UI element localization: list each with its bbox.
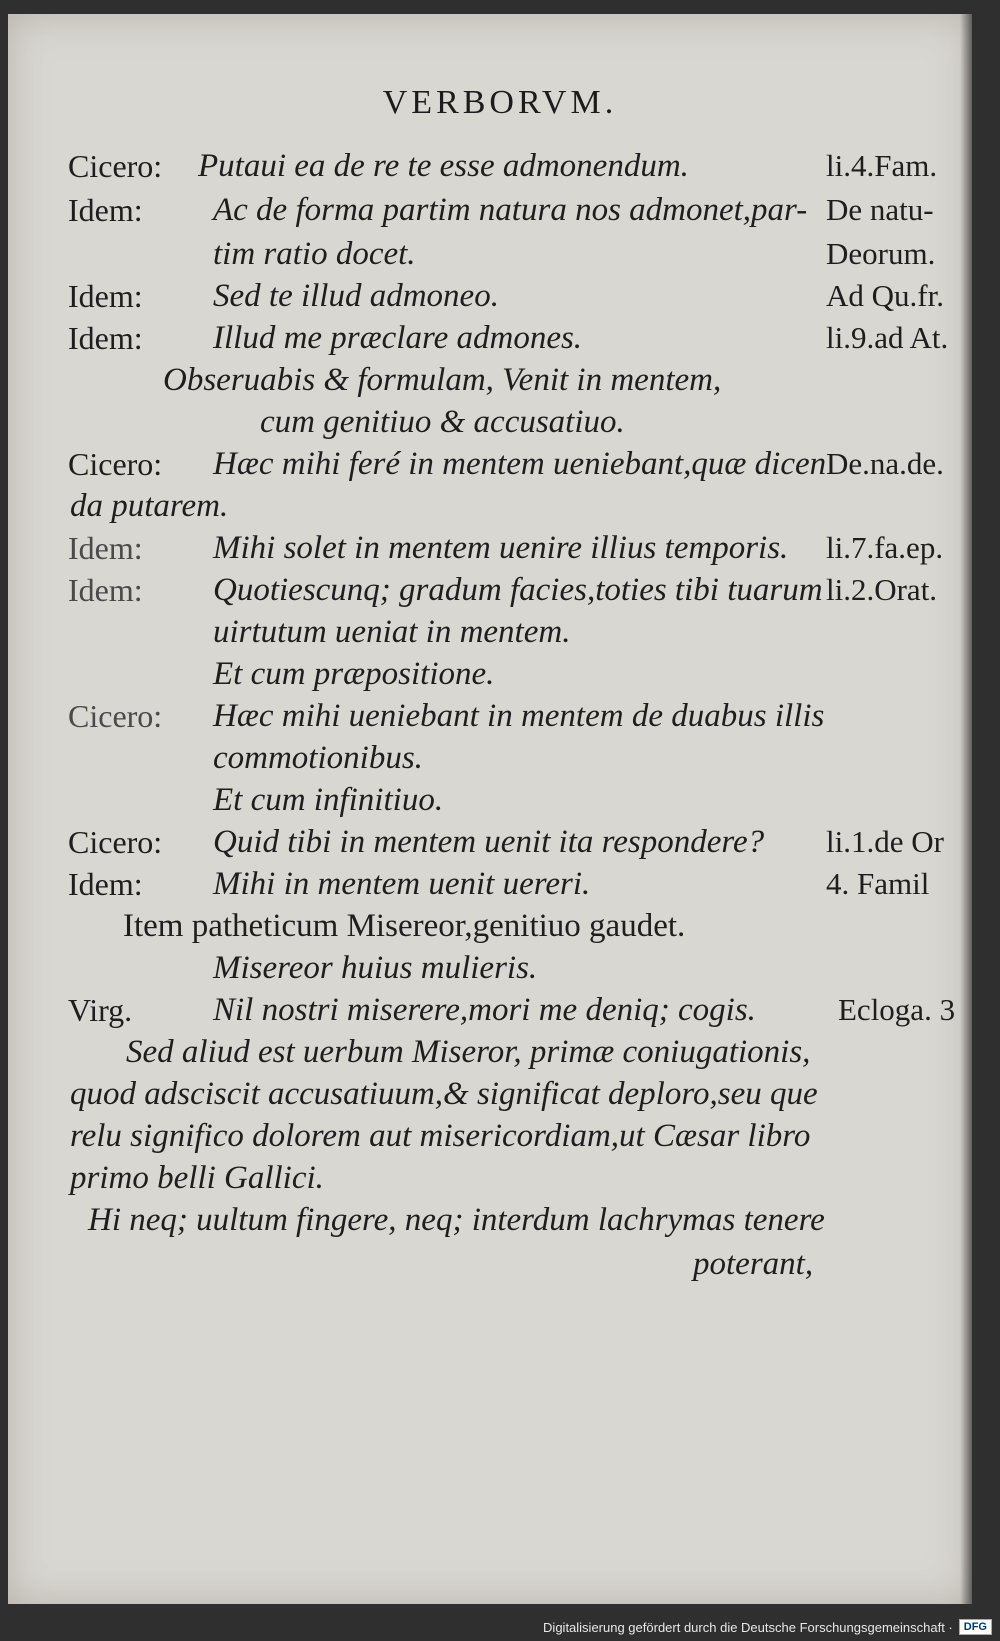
speaker-label: Cicero:: [68, 446, 163, 482]
margin-reference: Ecloga. 3: [838, 992, 956, 1027]
text-line: Putaui ea de re te esse admonendum.: [198, 148, 689, 184]
speaker-label: Idem:: [68, 320, 143, 356]
margin-reference: Deorum.: [826, 236, 936, 271]
speaker-label: Cicero:: [68, 824, 163, 860]
speaker-label: Cicero:: [68, 148, 163, 184]
speaker-label: Cicero:: [68, 698, 163, 734]
text-line: Item patheticum Misereor,genitiuo gaudet.: [123, 908, 686, 944]
text-line: Quotiescunq; gradum facies,toties tibi tuarum: [213, 572, 823, 608]
text-line: Sed te illud admoneo.: [213, 278, 499, 314]
margin-reference: li.9.ad At.: [826, 320, 949, 355]
text-line: Ac de forma partim natura nos admonet,par-: [213, 192, 808, 228]
credit-text: Digitalisierung gefördert durch die Deutsche Forschungsgemeinschaft ·: [543, 1619, 953, 1635]
text-line: uirtutum ueniat in mentem.: [213, 614, 571, 650]
text-line: tim ratio docet.: [213, 236, 416, 272]
text-line: Nil nostri miserere,mori me deniq; cogis.: [213, 992, 756, 1028]
text-line: Obseruabis & formulam, Venit in mentem,: [163, 362, 722, 398]
speaker-label: Idem:: [68, 530, 143, 566]
text-line: Quid tibi in mentem uenit ita respondere?: [213, 824, 765, 860]
dfg-logo: DFG: [959, 1619, 992, 1635]
text-line: commotionibus.: [213, 740, 423, 776]
speaker-label: Idem:: [68, 278, 143, 314]
text-line: Mihi solet in mentem uenire illius temporis.: [213, 530, 789, 566]
text-line: Hæc mihi feré in mentem ueniebant,quæ dicen: [213, 446, 827, 482]
speaker-label: Idem:: [68, 572, 143, 608]
text-line: Hi neq; uultum fingere, neq; interdum lachrymas tenere: [88, 1202, 825, 1238]
text-line: Misereor huius mulieris.: [213, 950, 538, 986]
text-line: da putarem.: [70, 488, 229, 524]
text-line: poterant,: [693, 1246, 814, 1282]
margin-reference: li.7.fa.ep.: [826, 530, 944, 565]
page-header: VERBORVM.: [382, 84, 618, 121]
margin-reference: De natu-: [826, 192, 934, 227]
book-page: [8, 14, 972, 1604]
speaker-label: Idem:: [68, 192, 143, 228]
text-line: primo belli Gallici.: [70, 1160, 324, 1196]
text-line: Et cum præpositione.: [213, 656, 495, 692]
text-line: relu significo dolorem aut misericordiam,ut Cæsar libro: [70, 1118, 811, 1154]
speaker-label: Virg.: [68, 992, 133, 1028]
margin-reference: li.2.Orat.: [826, 572, 938, 607]
margin-reference: 4. Famil: [826, 866, 930, 901]
text-line: Illud me præclare admones.: [213, 320, 583, 356]
text-line: cum genitiuo & accusatiuo.: [260, 404, 625, 440]
speaker-label: Idem:: [68, 866, 143, 902]
text-line: Mihi in mentem uenit uereri.: [213, 866, 591, 902]
margin-reference: li.4.Fam.: [826, 148, 938, 183]
margin-reference: De.na.de.: [826, 446, 944, 481]
text-line: Sed aliud est uerbum Miseror, primæ coniugationis,: [126, 1034, 811, 1070]
text-line: Hæc mihi ueniebant in mentem de duabus illis: [213, 698, 825, 734]
text-line: quod adsciscit accusatiuum,& significat deploro,seu que: [70, 1076, 818, 1112]
text-line: Et cum infinitiuo.: [213, 782, 444, 818]
digitization-credit: [543, 1619, 992, 1635]
margin-reference: Ad Qu.fr.: [826, 278, 944, 313]
margin-reference: li.1.de Or: [826, 824, 944, 859]
